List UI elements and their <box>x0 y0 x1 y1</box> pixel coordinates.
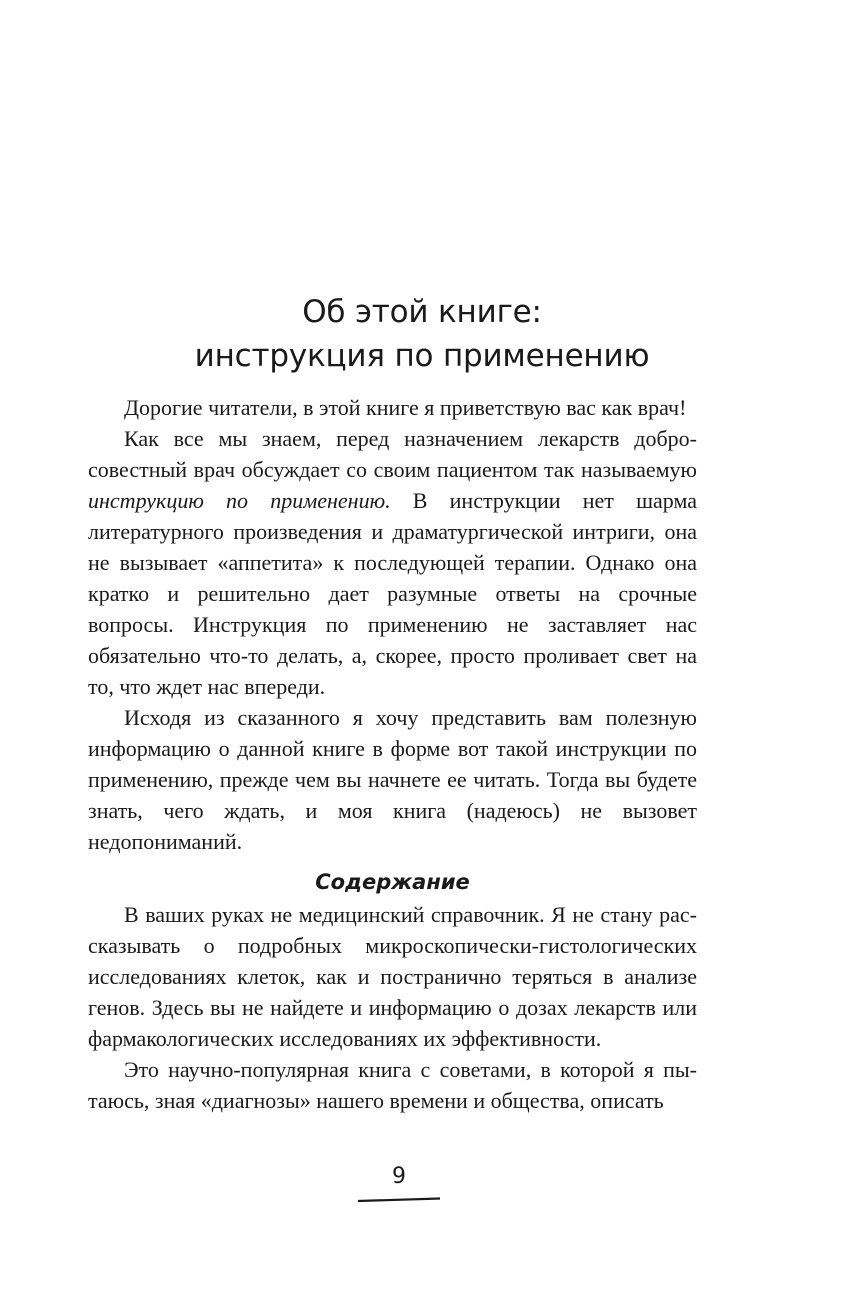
paragraph-popular-science: Это научно-популярная книга с советами, в которой я пытаюсь, зная «диагнозы» нашего времени и общества, описать <box>88 1057 697 1113</box>
page-number: 9 <box>392 1164 406 1189</box>
chapter-title-line-1: Об этой книге: <box>302 294 542 330</box>
section-subheading: Содержание <box>315 870 470 894</box>
paragraph-greeting: Дорогие читатели, в этой книге я приветствую вас как врач! <box>124 395 687 420</box>
paragraph-instruction-end: В инструкции нет шарма литературного произведения и драматургической интриги, она не вызывает «аппетита» к последующей терапии. Однако она кратко и решительно дает разумные ответы на срочные вопросы. Инструкция по применению не заставляет нас обязательно что-то делать, а, скорее, просто проливает свет на то, что ждет нас впереди. <box>88 488 697 699</box>
paragraph-instruction-start: Как все мы знаем, перед назначением лекарств добросовестный врач обсуждает со своим пациентом так называемую <box>88 426 697 482</box>
body-text <box>88 392 697 1116</box>
paragraph-not-reference: В ваших руках не медицинский справочник. Я не стану рассказывать о подробных микроскопически-гистологических исследованиях клеток, как и постранично теряться в анализе генов. Здесь вы не найдете и информацию о дозах лекарств или фармакологических исследованиях их эффективности. <box>88 902 697 1051</box>
emphasis-instruction: инструкцию по применению. <box>88 488 391 513</box>
paragraph-instruction <box>88 423 697 702</box>
paragraph-intent: Исходя из сказанного я хочу представить вам полезную информацию о данной книге в форме вот такой инструкции по применению, прежде чем вы начнете ее читать. Тогда вы будете знать, чего ждать, и моя книга (надеюсь) не вызовет недопониманий. <box>88 705 697 854</box>
chapter-title <box>0 290 844 378</box>
chapter-title-line-2: инструкция по применению <box>194 338 650 374</box>
page-number-rule <box>358 1197 440 1203</box>
